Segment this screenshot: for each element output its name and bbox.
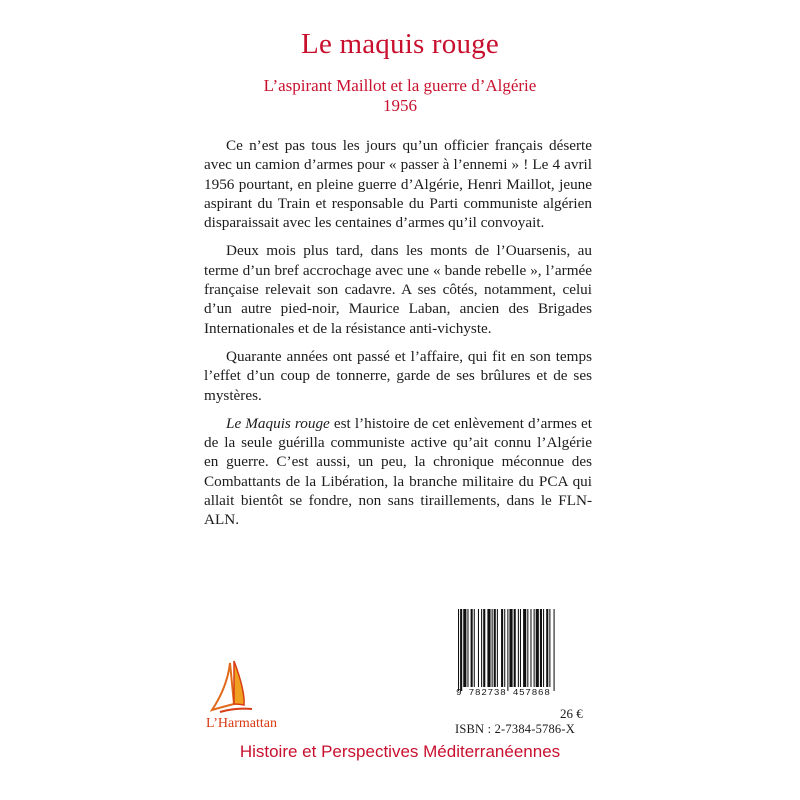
barcode-bar [481, 609, 482, 687]
barcode-bar [467, 609, 468, 687]
publisher-logo-text: L’Harmattan [206, 716, 278, 731]
barcode-bar [546, 609, 548, 687]
barcode-bar [523, 609, 526, 687]
barcode-bar [494, 609, 496, 687]
barcode-bar [497, 609, 498, 687]
isbn: ISBN : 2-7384-5786-X [455, 722, 575, 736]
barcode-bar [536, 609, 539, 687]
blurb-text [204, 136, 592, 539]
blurb-paragraph-3: Quarante années ont passé et l’affaire, qui fit en son temps l’effet d’un coup de tonnerre, garde de ses brûlures et de ses mystères. [204, 347, 592, 404]
barcode-bar [463, 609, 466, 687]
barcode-bar [527, 609, 528, 687]
barcode-image [454, 607, 590, 691]
blurb-paragraph-2: Deux mois plus tard, dans les monts de l’Ouarsenis, au terme d’un bref accrochage avec une « bande rebelle », l’armée française relevait son cadavre. A ses côtés, notamment, celui d’un autre pied-noir, Maurice Laban, ancien des Brigades Internationales et de la résistance anti-vichyste. [204, 242, 592, 337]
barcode-bar [554, 609, 555, 691]
barcode-bar [530, 609, 531, 687]
barcode-digits: 9 782738 457868 [456, 687, 551, 698]
price: 26 € [560, 706, 583, 721]
barcode-bar [543, 609, 544, 687]
series-title: Histoire et Perspectives Méditerranéennes [239, 742, 561, 761]
barcode-bar [501, 609, 503, 687]
barcode-bar [509, 609, 512, 687]
barcode-bar [514, 609, 516, 687]
barcode-bar [534, 609, 535, 687]
subtitle-year: 1956 [383, 96, 417, 115]
blurb-paragraph-1: Ce n’est pas tous les jours qu’un officier français déserte avec un camion d’armes pour « passer à l’ennemi » ! Le 4 avril 1956 pourtant, en pleine guerre d’Algérie, Henri Maillot, jeune aspirant du Train et responsable du Parti communiste algérien disparaissait avec les centaines d’armes qu’il convoyait. [204, 137, 592, 232]
book-subtitle [0, 76, 800, 116]
barcode-bar [460, 609, 462, 691]
book-title: Le maquis rouge [301, 28, 499, 60]
barcode-bar [487, 609, 490, 687]
barcode-bar [540, 609, 542, 687]
barcode-bar [478, 609, 479, 687]
barcode-bar [474, 609, 475, 687]
barcode-bar [518, 609, 519, 687]
barcode-bar [483, 609, 485, 687]
barcode-bar [471, 609, 473, 687]
barcode-bar [507, 609, 508, 691]
barcode-bar [549, 609, 550, 687]
barcode-bar [504, 609, 505, 687]
blurb-paragraph-4-rest: est l’histoire de cet enlèvement d’armes et de la seule guérilla communiste active qu’ait connu l’Algérie en guerre. C’est aussi, un peu, la chronique méconnue des Combattants de la Libération, la branche militaire du PCA qui allait bientôt se fondre, non sans tiraillements, dans le FLN-ALN. [204, 414, 592, 529]
barcode-bar [458, 609, 459, 691]
barcode-bar [520, 609, 521, 687]
subtitle-line-1: L’aspirant Maillot et la guerre d’Algérie [263, 76, 537, 95]
blurb-paragraph-4 [204, 414, 592, 530]
barcode-bar [492, 609, 493, 687]
book-title-italic: Le Maquis rouge [226, 414, 330, 432]
